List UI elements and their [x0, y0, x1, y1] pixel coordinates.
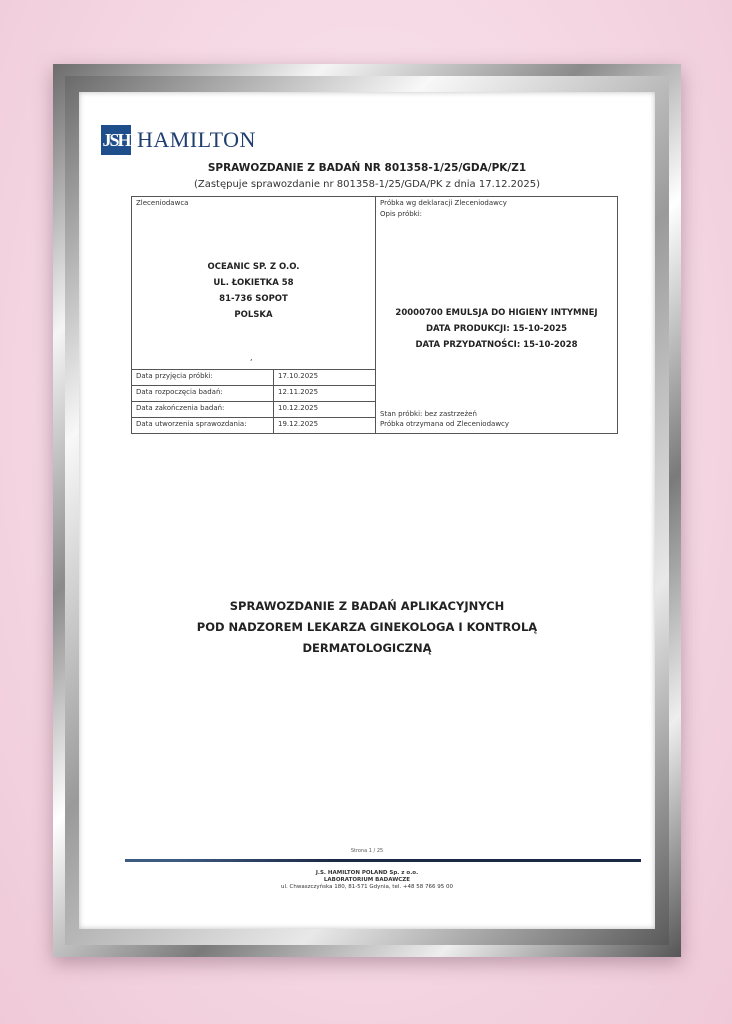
footer [79, 870, 655, 891]
frame-bevel [65, 76, 669, 945]
footer-lab: LABORATORIUM BADAWCZE [323, 877, 411, 883]
client-country: POLSKA [234, 310, 273, 320]
report-subtitle: (Zastępuje sprawozdanie nr 801358-1/25/GDA/PK z dnia 17.12.2025) [193, 179, 541, 190]
client-label: Zleceniodawca [136, 199, 189, 207]
sample-desc-label: Opis próbki: [380, 210, 423, 218]
sample-cell [376, 197, 618, 434]
sample-received: Próbka otrzymana od Zleceniodawcy [380, 420, 510, 428]
sample-line3: DATA PRZYDATNOŚCI: 15-10-2028 [415, 340, 578, 350]
client-name: OCEANIC SP. Z O.O. [207, 262, 300, 272]
picture-frame [53, 64, 681, 957]
client-city: 81-736 SOPOT [219, 294, 288, 304]
document-page [79, 92, 655, 929]
main-heading-line3: DERMATOLOGICZNĄ [302, 641, 432, 655]
client-cell [132, 197, 376, 370]
sample-state-block [380, 409, 509, 429]
footer-rule [125, 859, 641, 862]
main-heading-line1: SPRAWOZDANIE Z BADAŃ APLIKACYJNYCH [229, 599, 505, 613]
logo-name: HAMILTON [137, 127, 256, 152]
sample-line1: 20000700 EMULSJA DO HIGIENY INTYMNEJ [395, 308, 598, 318]
date-label: Data zakończenia badań: [132, 402, 274, 418]
date-value: 19.12.2025 [274, 418, 376, 434]
sample-line2: DATA PRODUKCJI: 15-10-2025 [425, 324, 568, 334]
sample-state: Stan próbki: bez zastrzeżeń [380, 410, 477, 418]
client-address [132, 259, 375, 323]
client-mark: , [250, 353, 253, 362]
report-info-table [131, 196, 618, 434]
logo-mark: JSH [101, 125, 131, 155]
page-number: Strona 1 / 25 [350, 848, 384, 854]
date-value: 10.12.2025 [274, 402, 376, 418]
footer-address: ul. Chwaszczyńska 180, 81-571 Gdynia, tel. +48 58 766 95 00 [281, 884, 453, 890]
date-label: Data rozpoczęcia badań: [132, 386, 274, 402]
main-heading-line2: POD NADZOREM LEKARZA GINEKOLOGA I KONTROLĄ [196, 620, 538, 634]
date-label: Data przyjęcia próbki: [132, 370, 274, 386]
report-title: SPRAWOZDANIE Z BADAŃ NR 801358-1/25/GDA/PK/Z1 [207, 162, 527, 174]
main-heading [79, 596, 655, 659]
footer-company: J.S. HAMILTON POLAND Sp. z o.o. [315, 870, 419, 876]
date-value: 12.11.2025 [274, 386, 376, 402]
client-street: UL. ŁOKIETKA 58 [213, 278, 294, 288]
sample-label: Próbka wg deklaracji Zleceniodawcy [380, 199, 507, 207]
date-label: Data utworzenia sprawozdania: [132, 418, 274, 434]
date-value: 17.10.2025 [274, 370, 376, 386]
sample-description [376, 305, 617, 353]
company-logo [101, 125, 256, 155]
